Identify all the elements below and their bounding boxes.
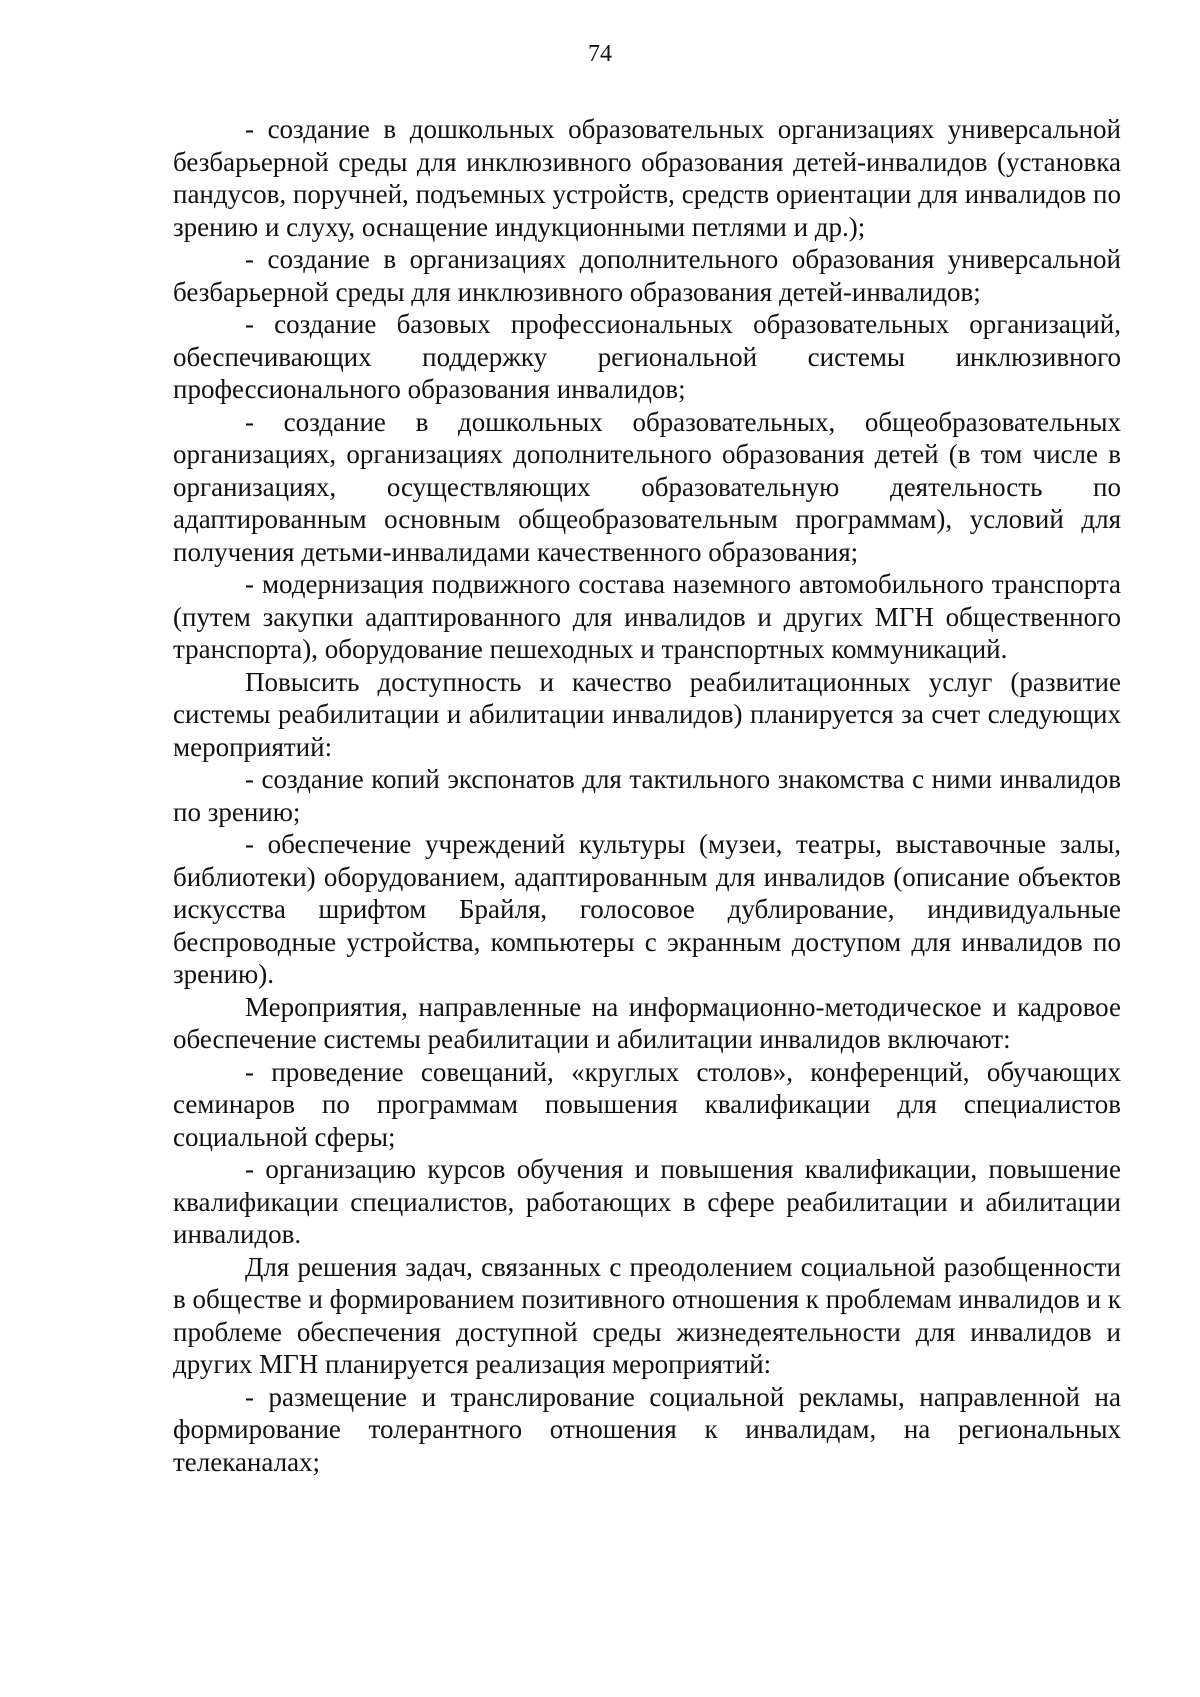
paragraph-rehabilitation-intro: Повысить доступность и качество реабилитационных услуг (развитие системы реабилитации и абилитации инвалидов) планируется за счет следующих мероприятий: xyxy=(173,666,1121,762)
paragraph-social-attitude: Для решения задач, связанных с преодолением социальной разобщенности в обществе и формированием позитивного отношения к проблемам инвалидов и к проблеме обеспечения доступной среды жизнедеятельности для инвалидов и других МГН планируется реализация мероприятий: xyxy=(173,1251,1121,1379)
page-number: 74 xyxy=(588,41,612,67)
document-body xyxy=(173,113,1121,1478)
paragraph-tactile-exhibits: - создание копий экспонатов для тактильного знакомства с ними инвалидов по зрению; xyxy=(173,764,1121,827)
paragraph-additional-education: - создание в организациях дополнительного образования универсальной безбарьерной среды для инклюзивного образования детей-инвалидов; xyxy=(173,244,1121,307)
paragraph-preschool-barrier-free: - создание в дошкольных образовательных организациях универсальной безбарьерной среды для инклюзивного образования детей-инвалидов (установка пандусов, поручней, подъемных устройств, средств ориентации для инвалидов по зрению и слуху, оснащение индукционными петлями и др.); xyxy=(173,114,1121,242)
paragraph-transport-modernization: - модернизация подвижного состава наземного автомобильного транспорта (путем закупки адаптированного для инвалидов и других МГН общественного транспорта), оборудование пешеходных и транспортных коммуникаций. xyxy=(173,569,1121,664)
paragraph-social-advertising: - размещение и транслирование социальной рекламы, направленной на формирование толерантного отношения к инвалидам, на региональных телеканалах; xyxy=(173,1381,1121,1477)
paragraph-meetings-seminars: - проведение совещаний, «круглых столов», конференций, обучающих семинаров по программам повышения квалификации для специалистов социальной сферы; xyxy=(173,1056,1121,1152)
paragraph-training-courses: - организацию курсов обучения и повышения квалификации, повышение квалификации специалистов, работающих в сфере реабилитации и абилитации инвалидов. xyxy=(173,1154,1121,1249)
paragraph-methodological-support: Мероприятия, направленные на информационно-методическое и кадровое обеспечение системы реабилитации и абилитации инвалидов включают: xyxy=(173,991,1121,1054)
paragraph-conditions-for-education: - создание в дошкольных образовательных, общеобразовательных организациях, организациях дополнительного образования детей (в том числе в организациях, осуществляющих образовательную деятельность по адаптированным основным общеобразовательным программам), условий для получения детьми-инвалидами качественного образования; xyxy=(173,406,1121,567)
paragraph-base-professional-orgs: - создание базовых профессиональных образовательных организаций, обеспечивающих поддержку региональной системы инклюзивного профессионального образования инвалидов; xyxy=(173,309,1121,404)
paragraph-culture-equipment: - обеспечение учреждений культуры (музеи, театры, выставочные залы, библиотеки) оборудованием, адаптированным для инвалидов (описание объектов искусства шрифтом Брайля, голосовое дублирование, индивидуальные беспроводные устройства, компьютеры с экранным доступом для инвалидов по зрению). xyxy=(173,829,1121,989)
